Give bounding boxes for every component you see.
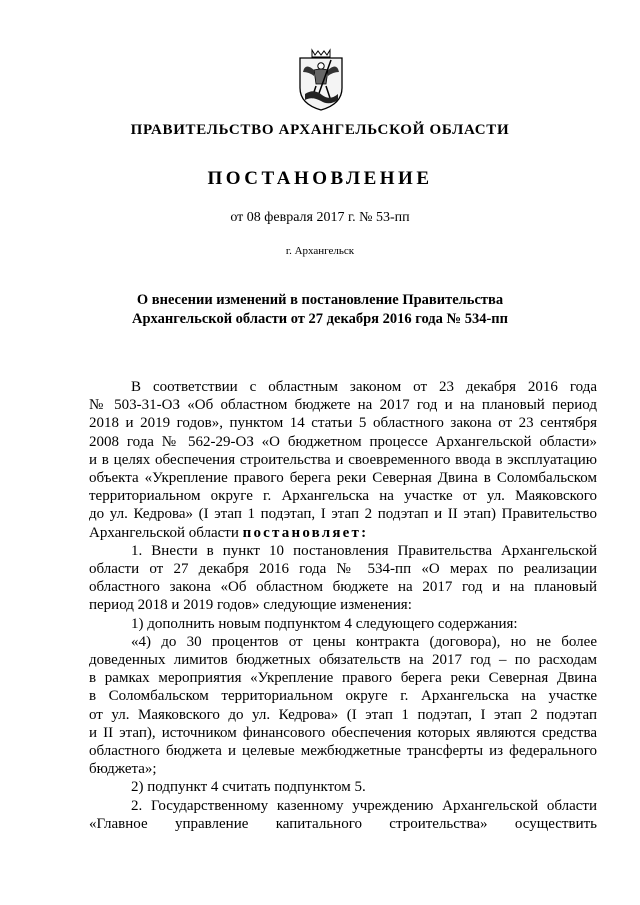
document-body xyxy=(89,378,597,833)
body-line: областного закона «Об областном бюджете на 2017 год и на плановый xyxy=(89,579,597,596)
document-type: ПОСТАНОВЛЕНИЕ xyxy=(207,168,433,189)
body-line: доведенных лимитов бюджетных обязательств на 2017 год – по расходам xyxy=(89,652,597,669)
body-line: 2. Государственному казенному учреждению Архангельской области xyxy=(131,797,597,814)
body-line: «Главное управление капитального строительства» осуществить xyxy=(89,815,597,832)
body-line: № 503-31-ОЗ «Об областном бюджете на 2017 год и на плановый период xyxy=(89,397,597,414)
body-line: в рамках мероприятия «Укрепление правого берега реки Северная Двина xyxy=(89,670,597,687)
body-line: от ул. Маяковского до ул. Кедрова» (I этап 1 подэтап, I этап 2 подэтап xyxy=(89,706,597,723)
body-line: 2008 года № 562-29-ОЗ «О бюджетном процессе Архангельской области» xyxy=(89,433,597,450)
body-line: и II этап), источником финансового обеспечения которых являются средства xyxy=(89,724,597,741)
body-line: период 2018 и 2019 годов» следующие изменения: xyxy=(89,597,412,614)
body-line: объекта «Укрепление правого берега реки Северная Двина в Соломбальском xyxy=(89,470,597,487)
date-number: от 08 февраля 2017 г. № 53-пп xyxy=(230,210,410,225)
title-line: О внесении изменений в постановление Правительства xyxy=(136,292,504,308)
decree-prefix: Архангельской области xyxy=(89,524,239,541)
document-title xyxy=(0,291,640,328)
body-line: бюджета»; xyxy=(89,761,157,778)
body-line: территориальном округе г. Архангельска на участке от ул. Маяковского xyxy=(89,488,597,505)
body-line: В соответствии с областным законом от 23 декабря 2016 года xyxy=(131,379,597,395)
city: г. Архангельск xyxy=(285,245,355,257)
body-line: 2018 и 2019 годов», пунктом 14 статьи 5 областного закона от 23 сентября xyxy=(89,415,597,432)
decree-word: постановляет: xyxy=(242,524,369,541)
body-line: 2) подпункт 4 считать подпунктом 5. xyxy=(131,779,366,796)
body-line: 1. Внести в пункт 10 постановления Правительства Архангельской xyxy=(131,542,597,559)
government-name: ПРАВИТЕЛЬСТВО АРХАНГЕЛЬСКОЙ ОБЛАСТИ xyxy=(130,122,510,138)
body-line: областного бюджета и целевые межбюджетные трансферты из федерального xyxy=(89,743,597,760)
body-line: области от 27 декабря 2016 года № 534-пп «О мерах по реализации xyxy=(89,561,597,578)
body-line: и в целях обеспечения строительства и своевременного ввода в эксплуатацию xyxy=(89,451,597,468)
coat-of-arms-icon xyxy=(296,48,346,112)
title-line: Архангельской области от 27 декабря 2016 года № 534-пп xyxy=(132,310,508,327)
body-line: «4) до 30 процентов от цены контракта (договора), но не более xyxy=(131,633,597,650)
body-line: до ул. Кедрова» (I этап 1 подэтап, I этап 2 подэтап и II этап) Правительство xyxy=(89,506,597,523)
body-line: 1) дополнить новым подпунктом 4 следующего содержания: xyxy=(131,615,518,632)
body-line xyxy=(89,524,597,542)
body-line: в Соломбальском территориальном округе г. Архангельска на участке xyxy=(89,688,597,705)
